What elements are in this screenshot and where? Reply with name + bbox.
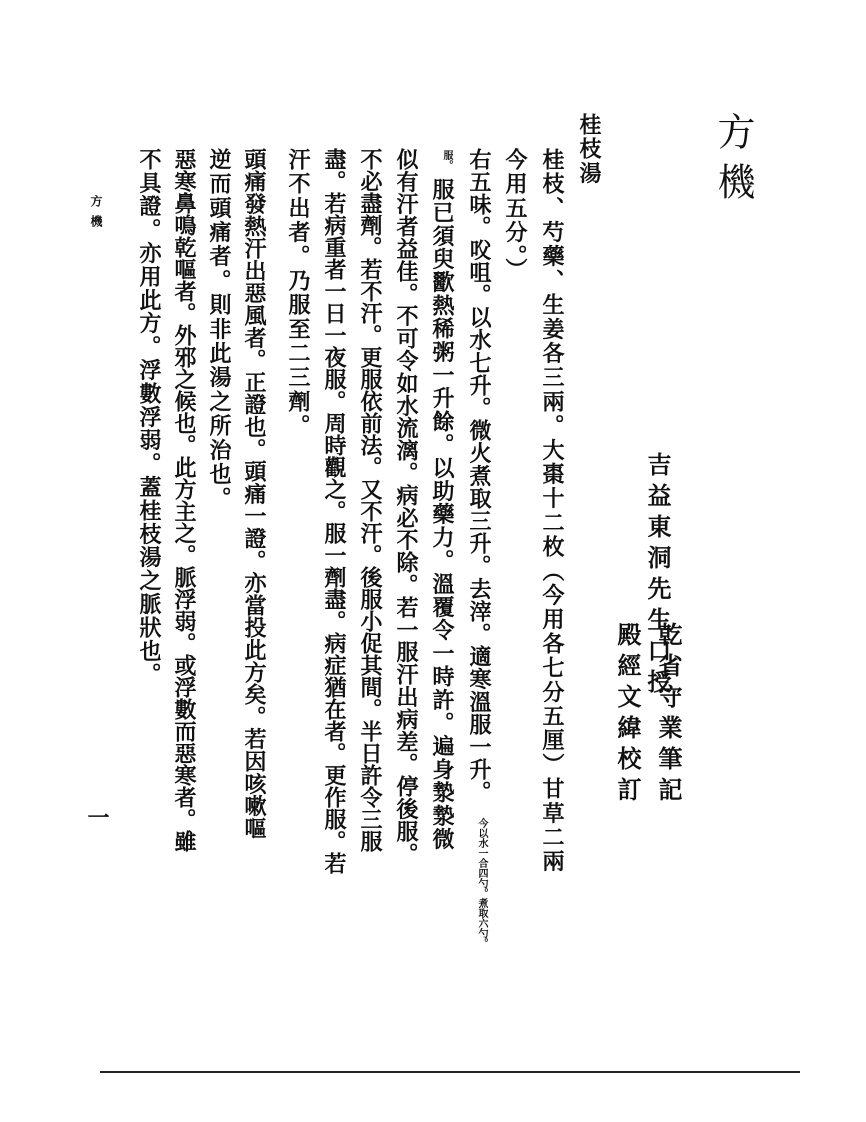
body-column: 逆而頭痛者。則非此湯之所治也。: [206, 148, 232, 511]
body-column: 桂枝、芍藥、生姜各三兩。大棗十二枚（今用各七分五厘）甘草二兩: [539, 148, 565, 874]
body-column: 似有汗者益佳。不可令如水流漓。病必不除。若一服汗出病差。停後服。: [393, 148, 419, 865]
body-column: 頭痛發熱汗出惡風者。正證也。頭痛一證。亦當投此方矣。若因咳嗽嘔: [241, 148, 267, 840]
body-column: 今用五分。）: [502, 148, 528, 283]
body-column: 盡。若病重者一日一夜服。周時觀之。服一劑盡。病症猶在者。更作服。若: [321, 148, 347, 874]
dosage-note: 今以水一合四勺。煮取六勺。: [476, 818, 487, 948]
body-column: 不必盡劑。若不汗。更服依前法。又不汗。後服小促其間。半日許令三服: [357, 148, 383, 852]
running-title: 方機: [89, 195, 103, 235]
dictated-by: 吉益東洞先生口授: [643, 452, 672, 700]
page-number: 一: [84, 806, 110, 828]
edited-by: 殿經文緯校訂: [613, 622, 642, 808]
body-column: 汗不出者。乃服至二三劑。: [285, 148, 311, 439]
small-note: 服。: [441, 150, 452, 170]
section-heading: 桂枝湯: [576, 113, 602, 186]
body-column: 不具證。亦用此方。浮數浮弱。蓋桂枝湯之脈狀也。: [136, 148, 162, 687]
page-title: 方機: [711, 112, 755, 212]
body-column: 服已須臾歠熱稀粥一升餘。以助藥力。溫覆令一時許。遍身漐漐微: [429, 178, 455, 851]
recorded-by: 乾省守業筆記: [654, 622, 683, 808]
body-column: 右五味。㕮咀。以水七升。微火煮取三升。去滓。適寒溫服一升。: [466, 148, 492, 804]
body-column: 惡寒鼻鳴乾嘔者。外邪之候也。此方主之。脈浮弱。或浮數而惡寒者。雖: [171, 148, 197, 852]
bottom-rule: [100, 1071, 800, 1073]
